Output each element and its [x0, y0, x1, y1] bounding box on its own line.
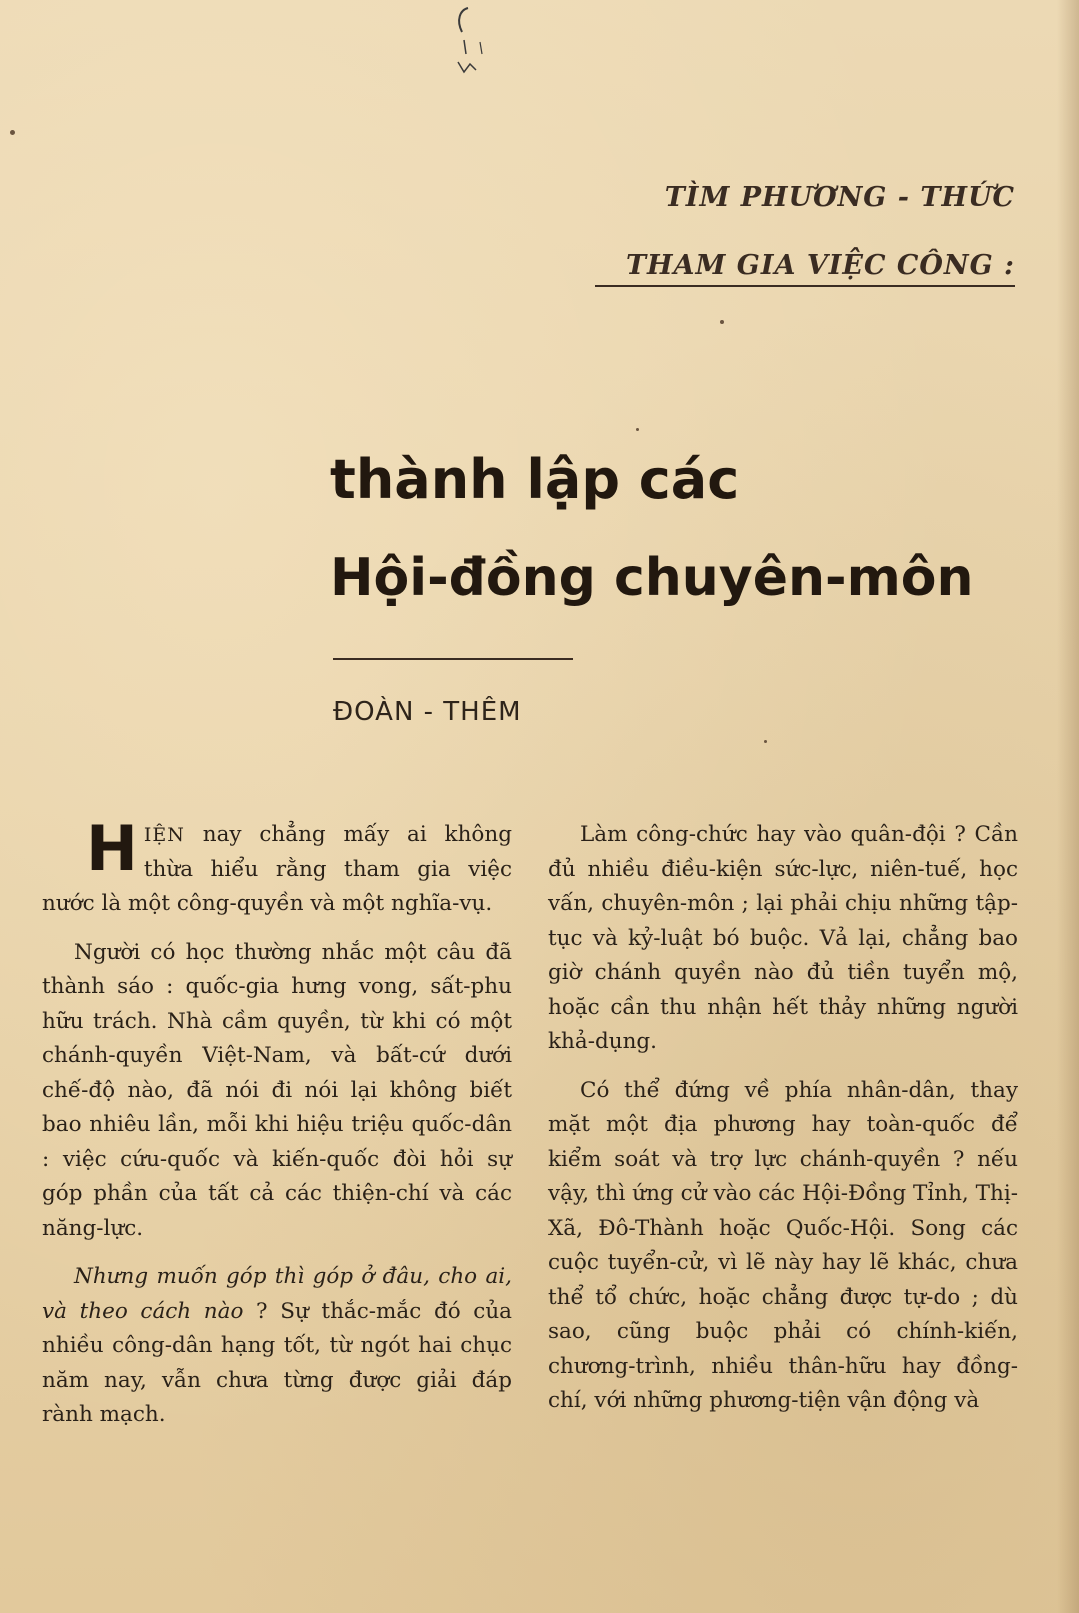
paragraph: Người có học thường nhắc một câu đã thành sáo : quốc-gia hưng vong, sất-phu hữu trách. Nhà cầm quyền, từ khi có một chánh-quyền Việt-Nam, và bất-cứ dưới chế-độ nào, đã nói đi nói lại không biết bao nhiêu lần, mỗi khi hiệu triệu quốc-dân : việc cứu-quốc và kiến-quốc đòi hỏi sự góp phần của tất cả các thiện-chí và các năng-lực. — [42, 939, 512, 1241]
paragraph — [42, 1260, 512, 1433]
headline-line-2: Hội-đồng chuyên-môn — [330, 548, 974, 608]
italic-question: Nhưng muốn góp thì góp ở đâu, cho ai, và theo cách nào — [42, 1264, 512, 1324]
paper-speck — [764, 740, 767, 743]
headline-line-1: thành lập các — [330, 448, 740, 511]
kicker-line-1: TÌM PHƯƠNG - THỨC — [664, 182, 1015, 213]
drop-cap: H — [86, 812, 138, 885]
drop-cap-continuation: IỆN — [143, 824, 185, 846]
paragraph: Có thể đứng về phía nhân-dân, thay mặt một địa phương hay toàn-quốc để kiểm soát và trợ lực chánh-quyền ? nếu vậy, thì ứng cử vào các Hội-Đồng Tỉnh, Thị-Xã, Đô-Thành hoặc Quốc-Hội. Song các cuộc tuyển-cử, vì lẽ này hay lẽ khác, chưa thể tổ chức, hoặc chẳng được tự-do ; dù sao, cũng buộc phải có chính-kiến, chương-trình, nhiều thân-hữu hay đồng-chí, với những phương-tiện vận động và — [548, 1077, 1018, 1413]
paragraph-text: ? Sự thắc-mắc đó của nhiều công-dân hạng tốt, từ ngót hai chục năm nay, vẫn chưa từng được giải đáp rành mạch. — [42, 1298, 512, 1427]
paragraph — [42, 812, 512, 922]
article-column-right — [548, 818, 1018, 1433]
pencil-mark-icon — [452, 2, 492, 82]
paragraph-text: nay chẳng mấy ai không thừa hiểu rằng tham gia việc nước là một công-quyền và một nghĩa-vụ. — [42, 822, 512, 916]
title-rule — [333, 658, 573, 660]
article-column-left — [42, 812, 512, 1447]
paper-speck — [636, 428, 639, 431]
kicker-line-2: THAM GIA VIỆC CÔNG : — [595, 250, 1015, 287]
paper-speck — [720, 320, 724, 324]
page-edge-shadow — [1057, 0, 1079, 1613]
paper-speck — [10, 130, 15, 135]
author-byline: ĐOÀN - THÊM — [333, 697, 522, 727]
paragraph: Làm công-chức hay vào quân-đội ? Cần đủ nhiều điều-kiện sức-lực, niên-tuế, học vấn, chuyên-môn ; lại phải chịu những tập-tục và kỷ-luật bó buộc. Vả lại, chẳng bao giờ chánh quyền nào đủ tiền tuyển mộ, hoặc cần thu nhận hết thảy những người khả-dụng. — [548, 822, 1018, 1054]
